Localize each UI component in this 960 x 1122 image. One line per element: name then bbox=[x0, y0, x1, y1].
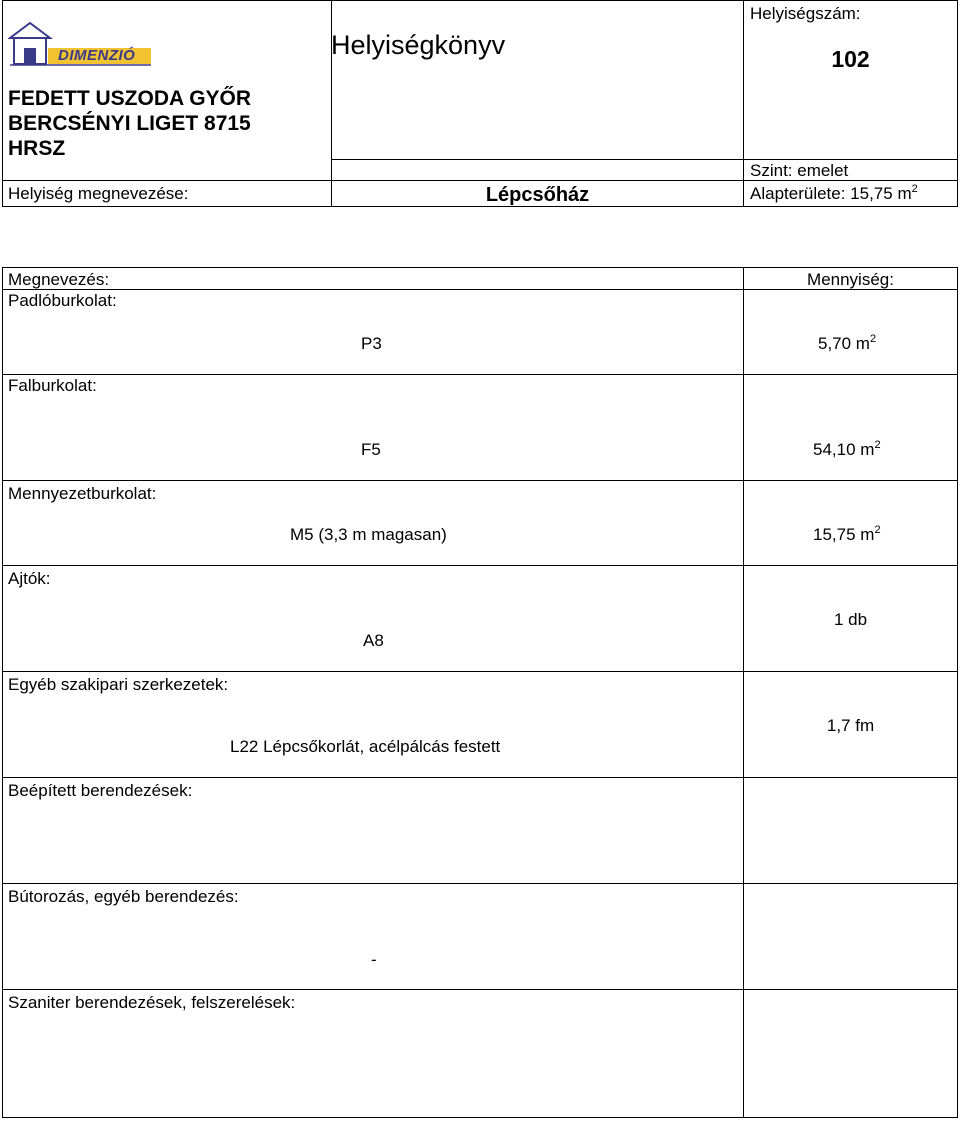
area-label: Alapterülete: 15,75 m bbox=[750, 184, 912, 203]
header-top-border bbox=[2, 0, 958, 1]
table-bottom-border bbox=[2, 1117, 958, 1118]
doors-quantity: 1 db bbox=[833, 610, 868, 629]
row-divider-6 bbox=[2, 883, 958, 884]
logo-wordmark: DIMENZIÓ bbox=[58, 47, 136, 64]
ceiling-quantity-text: 15,75 m bbox=[813, 525, 875, 544]
other-structures-value: L22 Lépcsőkorlát, acélpálcás festett bbox=[230, 737, 501, 756]
built-in-equipment-label: Beépített berendezések: bbox=[8, 781, 193, 800]
ceiling-finish-label: Mennyezetburkolat: bbox=[8, 484, 157, 503]
doors-label: Ajtók: bbox=[8, 569, 51, 588]
ceiling-quantity-sup: 2 bbox=[874, 524, 881, 536]
floor-quantity-sup: 2 bbox=[869, 333, 877, 345]
other-structures-label: Egyéb szakipari szerkezetek: bbox=[8, 675, 229, 694]
header-level-divider bbox=[331, 159, 958, 160]
project-name-line3: HRSZ bbox=[8, 137, 66, 160]
wall-quantity-text: 54,10 m bbox=[813, 440, 875, 459]
row-divider-1 bbox=[2, 374, 958, 375]
floor-quantity-text: 5,70 m bbox=[818, 334, 870, 353]
row-divider-4 bbox=[2, 671, 958, 672]
doors-value: A8 bbox=[363, 631, 384, 650]
sanitary-label: Szaniter berendezések, felszerelések: bbox=[8, 993, 296, 1012]
furniture-label: Bútorozás, egyéb berendezés: bbox=[8, 887, 239, 906]
row-divider-3 bbox=[2, 565, 958, 566]
table-left-border bbox=[2, 267, 3, 1118]
ceiling-finish-quantity bbox=[813, 525, 881, 545]
room-number: 102 bbox=[831, 46, 870, 72]
wall-finish-value: F5 bbox=[361, 440, 381, 459]
level-text: Szint: emelet bbox=[750, 161, 849, 180]
room-name-label: Helyiség megnevezése: bbox=[8, 184, 189, 203]
wall-finish-label: Falburkolat: bbox=[8, 376, 97, 395]
floor-finish-quantity bbox=[818, 334, 876, 354]
area-unit-sup: 2 bbox=[911, 183, 918, 195]
header-divider-2 bbox=[743, 0, 744, 207]
document-title: Helyiségkönyv bbox=[331, 30, 506, 60]
room-name: Lépcsőház bbox=[485, 184, 590, 206]
other-structures-quantity: 1,7 fm bbox=[826, 716, 875, 735]
quantity-column-header: Mennyiség: bbox=[807, 270, 894, 289]
wall-finish-quantity bbox=[813, 440, 881, 460]
row-divider-5 bbox=[2, 777, 958, 778]
row-divider-2 bbox=[2, 480, 958, 481]
wall-quantity-sup: 2 bbox=[874, 439, 881, 451]
header-right-border bbox=[957, 0, 958, 207]
table-top-border bbox=[2, 267, 958, 268]
project-name-line1: FEDETT USZODA GYŐR bbox=[8, 87, 252, 110]
ceiling-finish-value: M5 (3,3 m magasan) bbox=[290, 525, 447, 544]
header-left-border bbox=[2, 0, 3, 207]
row-divider-7 bbox=[2, 989, 958, 990]
area-text bbox=[750, 184, 918, 204]
name-column-header: Megnevezés: bbox=[8, 270, 110, 289]
floor-finish-value: P3 bbox=[361, 334, 382, 353]
floor-finish-label: Padlóburkolat: bbox=[8, 291, 117, 310]
header-bottom-border bbox=[2, 206, 958, 207]
table-column-divider bbox=[743, 267, 744, 1118]
table-right-border bbox=[957, 267, 958, 1118]
furniture-value: - bbox=[371, 950, 377, 969]
project-name-line2: BERCSÉNYI LIGET 8715 bbox=[8, 112, 251, 135]
room-number-label: Helyiségszám: bbox=[750, 4, 861, 23]
